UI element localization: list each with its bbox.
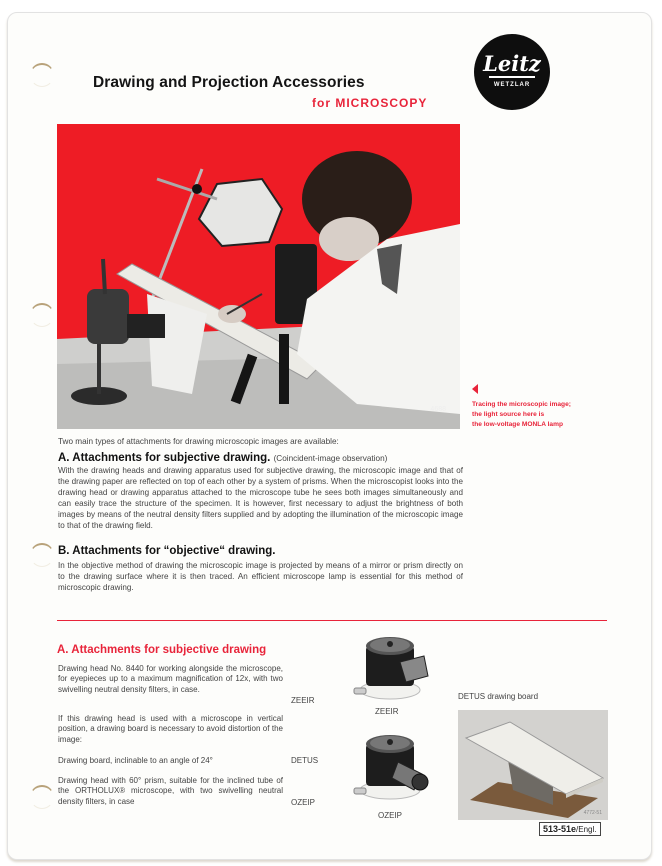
product-code: ZEEIR bbox=[291, 696, 315, 705]
microscopist-illustration bbox=[57, 124, 460, 429]
product-description: Drawing board, inclinable to an angle of 24° bbox=[58, 756, 213, 765]
punch-hole bbox=[30, 63, 54, 87]
section-b-heading: B. Attachments for “objective“ drawing. bbox=[58, 545, 276, 557]
product-description: Drawing head with 60° prism, suitable for the inclined tube of the ORTHOLUX® microscope, with two swivelling neutral density filters, in case bbox=[58, 776, 283, 806]
product-description: If this drawing head is used with a microscope in vertical position, a drawing board is necessary to avoid distortion of the image: bbox=[58, 714, 283, 744]
photo-caption bbox=[472, 400, 612, 430]
drawing-board-illustration bbox=[458, 710, 608, 820]
document-number bbox=[539, 822, 601, 836]
page-subtitle: for MICROSCOPY bbox=[312, 96, 428, 110]
leitz-logo bbox=[474, 34, 550, 110]
logo-city: WETZLAR bbox=[493, 82, 531, 88]
section-divider bbox=[57, 620, 607, 621]
logo-brand: Leitz bbox=[483, 51, 541, 76]
punch-hole bbox=[30, 543, 54, 567]
document-number-main: 513-51e bbox=[543, 824, 577, 834]
product-code: DETUS bbox=[291, 756, 319, 765]
section-a-note: (Coincident-image observation) bbox=[273, 454, 388, 463]
board-plate-number: 4772-51 bbox=[583, 810, 602, 816]
hero-photo bbox=[57, 124, 460, 429]
left-triangle-pointer-icon bbox=[472, 384, 478, 394]
section-a-body: With the drawing heads and drawing apparatus used for subjective drawing, the microscopic image and that of the drawing paper are reflected on top of each other by a system of prisms. When the microscopist looks into the drawing head or drawing apparatus attached to the microscope tube he sees both images simultaneously and can easily trace the structure of the specimen. It is however, first necessary to adjust the brightness of both images by means of the neutral density filters supplied and by adopting the illumination of the microscopic image to that of the drawing field. bbox=[58, 466, 463, 530]
photo-plate-number: 4688 bbox=[430, 406, 446, 413]
board-image-label: DETUS drawing board bbox=[458, 692, 539, 701]
page-title: Drawing and Projection Accessories bbox=[93, 74, 365, 91]
product-description: Drawing head No. 8440 for working alongside the microscope, for eyepieces up to a maximum magnification of 12x, with two swivelling neutral density filters, in case. bbox=[58, 664, 283, 694]
document-number-suffix: /Engl. bbox=[576, 825, 597, 834]
caption-line: Tracing the microscopic image; bbox=[472, 401, 571, 408]
ozeip-drawing-head-image bbox=[352, 728, 432, 804]
intro-text: Two main types of attachments for drawing microscopic images are available: bbox=[58, 437, 339, 446]
zeeir-drawing-head-image bbox=[352, 632, 432, 702]
product-image-label: ZEEIR bbox=[375, 707, 399, 716]
caption-line: the low-voltage MONLA lamp bbox=[472, 421, 563, 428]
section-a-heading bbox=[58, 452, 387, 464]
product-image-label: OZEIP bbox=[378, 811, 403, 820]
punch-hole bbox=[30, 785, 54, 809]
section-a-title: A. Attachments for subjective drawing. bbox=[58, 452, 271, 464]
caption-line: the light source here is bbox=[472, 411, 545, 418]
punch-hole bbox=[30, 303, 54, 327]
products-heading: A. Attachments for subjective drawing bbox=[57, 644, 267, 656]
detus-drawing-board-image bbox=[458, 710, 608, 820]
product-code: OZEIP bbox=[291, 798, 316, 807]
section-b-body: In the objective method of drawing the microscopic image is projected by means of a mirror or prism directly on to the drawing surface where it is then traced. An efficient microscope lamp is essential for this method of microscopic drawing. bbox=[58, 561, 463, 592]
logo-underline bbox=[489, 76, 535, 78]
